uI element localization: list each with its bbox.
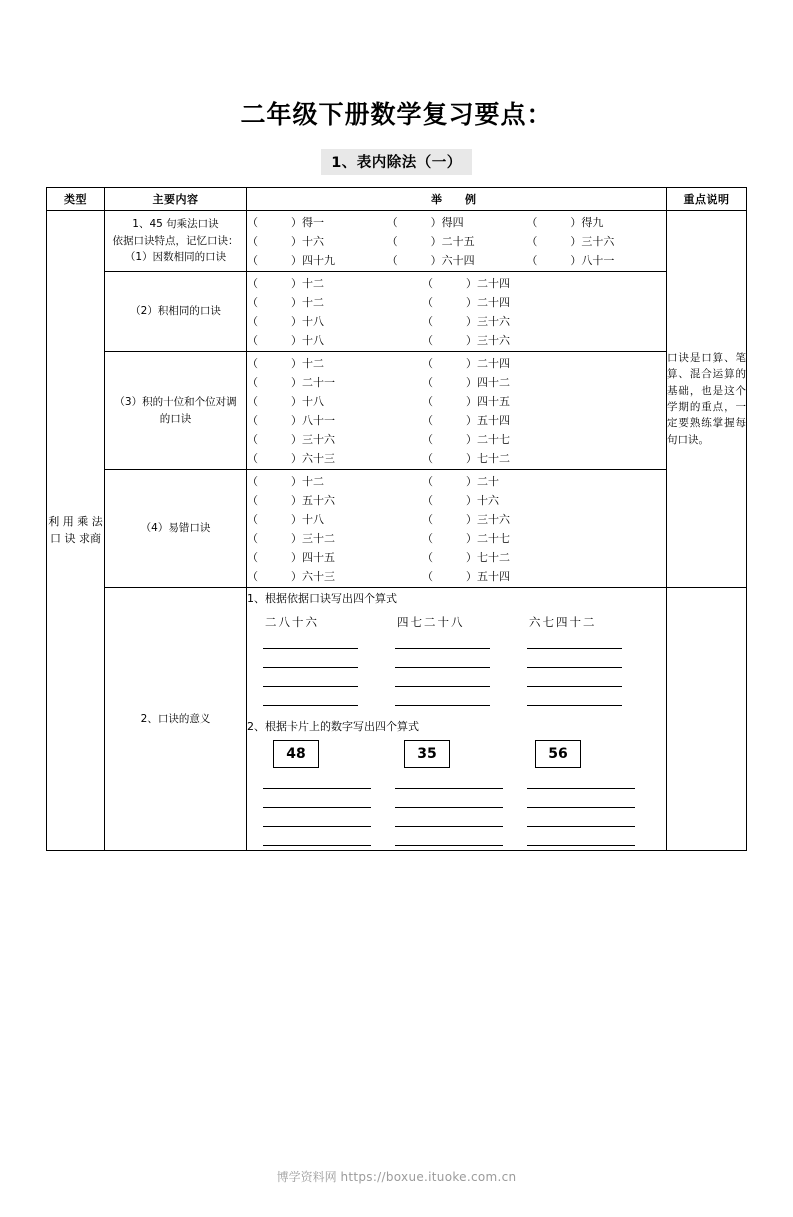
example-item: （ ）十二 <box>247 357 324 370</box>
formula-row <box>265 614 666 630</box>
example-item: （ ）十八 <box>247 513 324 526</box>
footer-site: https://boxue.ituoke.com.cn <box>340 1170 517 1184</box>
example-row <box>247 252 666 268</box>
formula-item: 四七二十八 <box>397 615 465 629</box>
header-type: 类型 <box>47 188 105 211</box>
example-cell-5 <box>247 588 667 851</box>
content-line: （2）积相同的口诀 <box>130 305 221 318</box>
formula-item: 六七四十二 <box>529 615 597 629</box>
answer-line[interactable] <box>527 793 635 808</box>
example-cell-3 <box>247 352 667 470</box>
answer-line[interactable] <box>527 831 635 846</box>
answer-line[interactable] <box>395 653 490 668</box>
document-page <box>0 95 793 1217</box>
answer-line[interactable] <box>395 793 503 808</box>
example-item: （ ）二十 <box>422 475 499 488</box>
number-cards-row <box>273 740 666 768</box>
example-item: （ ）六十三 <box>247 570 335 583</box>
example-item: （ ）五十六 <box>247 494 335 507</box>
example-row <box>247 332 666 348</box>
answer-lines-column <box>527 634 659 710</box>
example-item: （ ）二十四 <box>422 277 510 290</box>
example-item: （ ）七十二 <box>422 551 510 564</box>
answer-lines-column <box>527 774 659 850</box>
header-example: 举 例 <box>247 188 667 211</box>
example-item: （ ）五十四 <box>422 414 510 427</box>
note-cell: 口诀是口算、笔算、混合运算的基础，也是这个学期的重点，一定要熟练掌握每句口诀。 <box>667 211 747 588</box>
answer-line[interactable] <box>395 672 490 687</box>
answer-lines-column <box>263 774 395 850</box>
example-item: （ ）八十一 <box>247 414 335 427</box>
example-row <box>247 492 666 508</box>
example-row <box>247 412 666 428</box>
review-table <box>46 187 747 851</box>
answer-line[interactable] <box>263 691 358 706</box>
number-card-cell <box>535 740 666 768</box>
example-item: （ ）十六 <box>422 494 499 507</box>
example-item: （ ）四十五 <box>247 551 335 564</box>
example-item: （ ）三十六 <box>422 513 510 526</box>
section-subtitle: 1、表内除法（一） <box>321 149 472 175</box>
example-item: （ ）五十四 <box>422 570 510 583</box>
answer-line[interactable] <box>527 634 622 649</box>
content-line: 依据口诀特点，记忆口诀： <box>112 234 239 247</box>
number-card: 56 <box>535 740 581 768</box>
footer <box>0 1168 793 1185</box>
answer-line[interactable] <box>395 812 503 827</box>
answer-line[interactable] <box>527 691 622 706</box>
question-2: 2、根据卡片上的数字写出四个算式 <box>247 720 419 733</box>
number-card-cell <box>404 740 535 768</box>
content-cell-5: 2、口诀的意义 <box>105 588 247 851</box>
table-row <box>47 470 747 588</box>
number-card-cell <box>273 740 404 768</box>
example-item: （ ）三十二 <box>247 532 335 545</box>
example-item: （ ）十八 <box>247 315 324 328</box>
answer-lines-column <box>395 634 527 710</box>
example-item: （ ）得九 <box>526 216 604 229</box>
answer-line[interactable] <box>263 812 371 827</box>
answer-line[interactable] <box>395 634 490 649</box>
example-item: （ ）二十四 <box>422 296 510 309</box>
content-cell-2 <box>105 272 247 352</box>
example-item: （ ）得一 <box>247 216 324 229</box>
example-row <box>247 473 666 489</box>
example-row <box>247 511 666 527</box>
example-row <box>247 568 666 584</box>
content-line: （4）易错口诀 <box>140 522 211 535</box>
answer-line[interactable] <box>395 691 490 706</box>
answer-line[interactable] <box>263 774 371 789</box>
type-cell: 利 用 乘 法 口 诀 求商 <box>47 211 105 851</box>
example-row <box>247 294 666 310</box>
example-item: （ ）七十二 <box>422 452 510 465</box>
example-item: （ ）六十三 <box>247 452 335 465</box>
example-cell-2 <box>247 272 667 352</box>
content-line: 1、45 句乘法口诀 <box>132 217 219 230</box>
answer-line[interactable] <box>527 653 622 668</box>
example-row <box>247 233 666 249</box>
example-row <box>247 214 666 230</box>
example-item: （ ）四十二 <box>422 376 510 389</box>
header-note: 重点说明 <box>667 188 747 211</box>
example-item: （ ）三十六 <box>422 315 510 328</box>
answer-line[interactable] <box>395 831 503 846</box>
content-line: 的口诀 <box>159 412 192 425</box>
example-item: （ ）三十六 <box>526 235 615 248</box>
content-line: （3）积的十位和个位对调 <box>114 395 237 408</box>
content-cell-1 <box>105 211 247 272</box>
formula-item: 二八十六 <box>265 615 319 629</box>
answer-line[interactable] <box>527 774 635 789</box>
example-row <box>247 313 666 329</box>
example-item: （ ）八十一 <box>526 254 615 267</box>
example-item: （ ）十二 <box>247 475 324 488</box>
answer-lines-column <box>263 634 395 710</box>
example-item: （ ）二十七 <box>422 532 510 545</box>
example-item: （ ）四十九 <box>247 254 335 267</box>
example-item: （ ）得四 <box>386 216 464 229</box>
example-item: （ ）二十五 <box>386 235 475 248</box>
example-item: （ ）十八 <box>247 334 324 347</box>
example-row <box>247 530 666 546</box>
answer-lines-column <box>395 774 527 850</box>
number-card: 35 <box>404 740 450 768</box>
content-cell-3 <box>105 352 247 470</box>
table-header-row <box>47 188 747 211</box>
answer-line[interactable] <box>263 653 358 668</box>
example-item: （ ）二十四 <box>422 357 510 370</box>
example-row <box>247 393 666 409</box>
example-row <box>247 549 666 565</box>
table-row <box>47 211 747 272</box>
content-line: （1）因数相同的口诀 <box>124 251 227 264</box>
example-item: （ ）十六 <box>247 235 324 248</box>
table-row <box>47 588 747 851</box>
answer-line[interactable] <box>263 672 358 687</box>
table-row <box>47 352 747 470</box>
header-content: 主要内容 <box>105 188 247 211</box>
content-cell-4 <box>105 470 247 588</box>
example-cell-1 <box>247 211 667 272</box>
example-row <box>247 275 666 291</box>
answer-line[interactable] <box>527 812 635 827</box>
answer-lines-group-1 <box>263 634 666 710</box>
answer-line[interactable] <box>263 634 358 649</box>
subtitle-wrapper <box>0 149 793 175</box>
question-1: 1、根据依据口诀写出四个算式 <box>247 592 397 605</box>
example-item: （ ）三十六 <box>247 433 335 446</box>
answer-line[interactable] <box>395 774 503 789</box>
answer-line[interactable] <box>263 831 371 846</box>
example-item: （ ）四十五 <box>422 395 510 408</box>
example-item: （ ）十二 <box>247 296 324 309</box>
example-row <box>247 374 666 390</box>
example-row <box>247 431 666 447</box>
answer-line[interactable] <box>527 672 622 687</box>
answer-line[interactable] <box>263 793 371 808</box>
page-title: 二年级下册数学复习要点： <box>240 100 553 129</box>
note-cell-empty <box>667 588 747 851</box>
footer-brand: 博学资料网 <box>276 1170 337 1184</box>
table-row <box>47 272 747 352</box>
example-item: （ ）二十七 <box>422 433 510 446</box>
example-item: （ ）二十一 <box>247 376 335 389</box>
example-item: （ ）六十四 <box>386 254 475 267</box>
example-item: （ ）十二 <box>247 277 324 290</box>
number-card: 48 <box>273 740 319 768</box>
example-item: （ ）三十六 <box>422 334 510 347</box>
example-row <box>247 355 666 371</box>
example-row <box>247 450 666 466</box>
example-item: （ ）十八 <box>247 395 324 408</box>
example-cell-4 <box>247 470 667 588</box>
answer-lines-group-2 <box>263 774 666 850</box>
